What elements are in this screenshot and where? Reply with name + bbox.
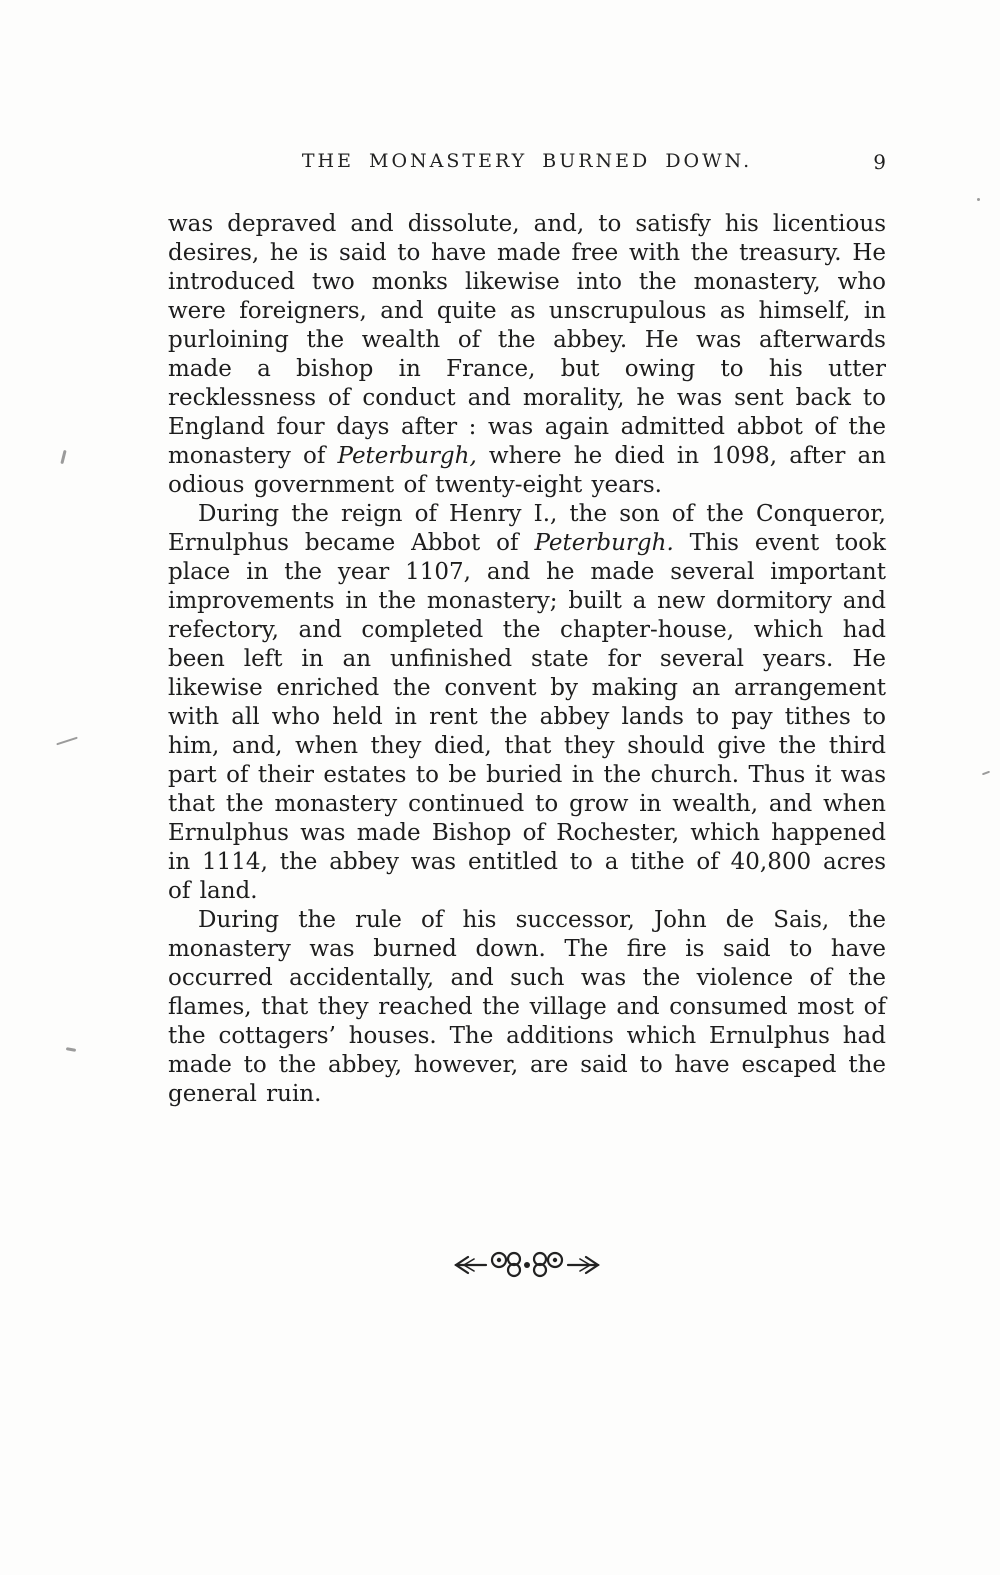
paragraph-1 — [168, 210, 886, 500]
text-column — [168, 150, 886, 1283]
paragraph-1-text-cont: where he died in 1098, after an odious government of twenty-eight years. — [168, 443, 886, 498]
scan-artifact — [60, 450, 66, 464]
scan-artifact — [56, 737, 78, 746]
fleuron-ornament-icon — [452, 1247, 602, 1283]
page-number: 9 — [873, 150, 886, 174]
scan-artifact — [977, 198, 980, 201]
scan-artifact — [982, 771, 990, 776]
running-title: THE MONASTERY BURNED DOWN. — [301, 150, 753, 172]
italic-word-peterburgh-2: Peterburgh. — [534, 530, 674, 556]
paragraph-2 — [168, 500, 886, 906]
paragraph-3: During the rule of his successor, John de Sais, the monastery was burned down. The fire is said to have occurred accidentally, and such was the violence of the flames, that they reached the village and consumed most of the cottagers’ houses. The additions which Ernulphus had made to the abbey, however, are said to have escaped the general ruin. — [168, 907, 886, 1107]
ornament-row — [168, 1247, 886, 1283]
italic-word-peterburgh: Peterburgh, — [337, 443, 477, 469]
paragraph-2-text: During the reign of Henry I., the son of the Conqueror, Ernulphus became Abbot of — [168, 501, 886, 556]
page-header — [168, 150, 886, 176]
scan-artifact — [66, 1047, 76, 1052]
paragraph-1-text: was depraved and dissolute, and, to satisfy his licentious desires, he is said to have made free with the treasury. He introduced two monks likewise into the monastery, who were foreigners, and quite as unscrupulous as himself, in purloining the wealth of the abbey. He was afterwards made a bishop in France, but owing to his utter recklessness of conduct and morality, he was sent back to England four days after : was again admitted abbot of the monastery of — [168, 211, 886, 469]
paragraph-2-text-cont: This event took place in the year 1107, and he made several important improvements in the monastery; built a new dormitory and refectory, and completed the chapter-house, which had been left in an unfinished state for several years. He likewise enriched the convent by making an arrangement with all who held in rent the abbey lands to pay tithes to him, and, when they died, that they should give the third part of their estates to be buried in the church. Thus it was that the monastery continued to grow in wealth, and when Ernulphus was made Bishop of Rochester, which happened in 1114, the abbey was entitled to a tithe of 40,800 acres of land. — [168, 530, 886, 904]
